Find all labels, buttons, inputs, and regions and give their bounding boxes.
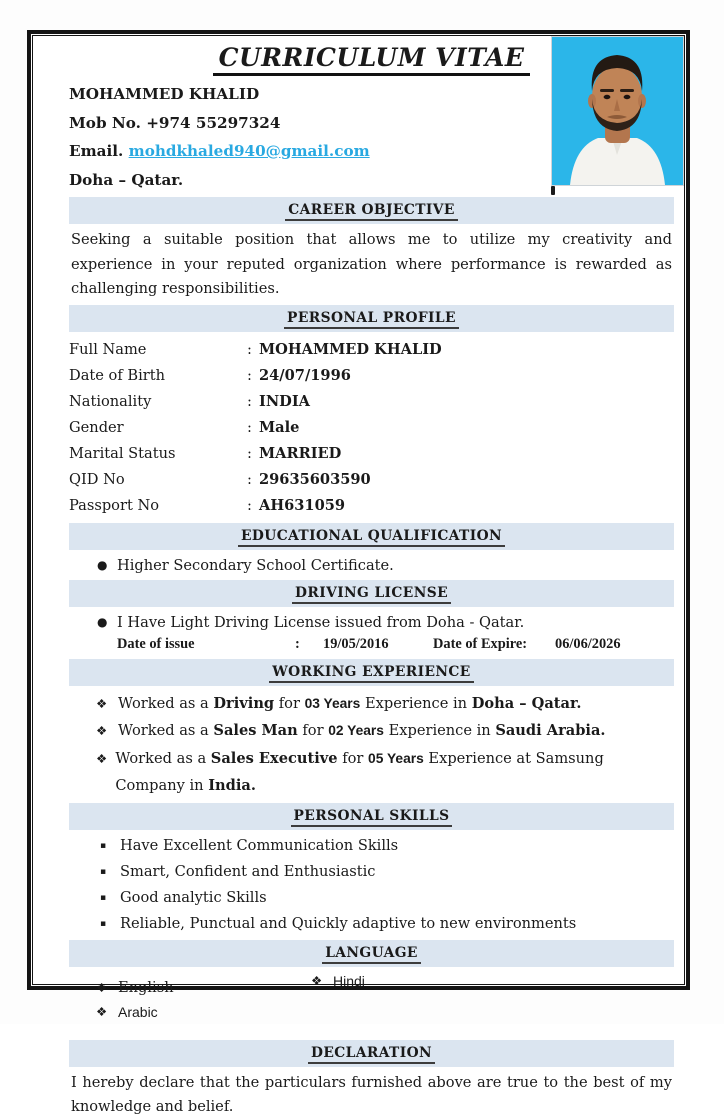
experience-list [69, 690, 674, 800]
experience-item [69, 717, 674, 745]
skills-list [69, 833, 674, 937]
skill-item: ▪ Reliable, Punctual and Quickly adaptive to new environments [69, 911, 674, 937]
profile-row-gender: Gender : Male [69, 418, 300, 436]
personal-skills-heading: PERSONAL SKILLS [291, 808, 453, 827]
section-band-language [69, 940, 674, 967]
experience-item-text: Worked as a Sales Man for 02 Years Experience in Saudi Arabia. [118, 722, 606, 739]
experience-item-text: Worked as a Sales Executive for 05 Years Experience at Samsung Company in India. [115, 749, 604, 794]
date-of-expire-label: Date of Expire: [433, 635, 528, 652]
language-item-hindi: ❖ Hindi [311, 969, 365, 993]
declaration-text: I hereby declare that the particulars furnished above are true to the best of my knowledge and belief. [71, 1073, 672, 1115]
profile-row-full-name: Full Name : MOHAMMED KHALID [69, 340, 442, 358]
scan-artifact-mark [551, 186, 555, 195]
profile-photo [552, 37, 683, 185]
profile-row-qid-no: QID No : 29635603590 [69, 470, 371, 488]
email-line [69, 137, 549, 166]
driving-license-heading: DRIVING LICENSE [292, 585, 451, 604]
full-name-heading: MOHAMMED KHALID [69, 85, 260, 103]
mobile-line [69, 109, 549, 138]
personal-profile-heading: PERSONAL PROFILE [284, 310, 459, 329]
person-portrait-icon [552, 37, 683, 185]
mobile-number: +974 55297324 [146, 113, 281, 132]
language-item-arabic: ❖ Arabic [96, 1000, 174, 1024]
section-band-personal-profile [69, 305, 674, 332]
education-item [69, 555, 674, 576]
date-of-issue-value: 19/05/2016 [323, 635, 389, 652]
location-line: Doha – Qatar. [69, 170, 184, 189]
diamond-bullet-icon: ❖ [311, 972, 323, 988]
profile-row-nationality: Nationality : INDIA [69, 392, 310, 410]
diamond-bullet-icon: ❖ [96, 750, 108, 766]
round-bullet-icon: ● [97, 557, 108, 572]
section-band-education [69, 523, 674, 550]
language-column-1 [96, 976, 174, 1024]
page-border-frame [27, 30, 690, 1115]
declaration-heading: DECLARATION [308, 1045, 435, 1064]
square-bullet-icon: ▪ [100, 840, 107, 851]
skill-item: ▪ Smart, Confident and Enthusiastic [69, 859, 674, 885]
profile-row-marital-status: Marital Status : MARRIED [69, 444, 342, 462]
skill-item: ▪ Good analytic Skills [69, 885, 674, 911]
square-bullet-icon: ▪ [100, 892, 107, 903]
contact-block [69, 80, 549, 194]
section-band-personal-skills [69, 803, 674, 830]
education-heading: EDUCATIONAL QUALIFICATION [238, 528, 505, 547]
diamond-bullet-icon: ❖ [96, 1003, 108, 1019]
education-item-text: Higher Secondary School Certificate. [117, 556, 394, 574]
diamond-bullet-icon: ❖ [96, 979, 108, 995]
language-list [69, 969, 674, 1031]
email-label: Email. [69, 142, 124, 160]
driving-license-dates-row: Date of issue : 19/05/2016 Date of Expire: 06/06/2026 [69, 634, 674, 655]
language-heading: LANGUAGE [322, 945, 421, 964]
skill-item: ▪ Have Excellent Communication Skills [69, 833, 674, 859]
driving-license-item-text: I Have Light Driving License issued from Doha - Qatar. [117, 613, 525, 631]
profile-row-passport-no: Passport No : AH631059 [69, 496, 346, 514]
language-item-english: ❖ English [96, 976, 174, 1000]
page-title: CURRICULUM VITAE [213, 43, 531, 76]
career-objective-text: Seeking a suitable position that allows me to utilize my creativity and experience in your reputed organization where performance is rewarded as challenging responsibilities. [71, 231, 672, 297]
email-link[interactable]: mohdkhaled940@gmail.com [128, 142, 370, 160]
driving-license-item [69, 612, 674, 633]
diamond-bullet-icon: ❖ [96, 723, 108, 738]
date-of-expire-value: 06/06/2026 [555, 635, 621, 652]
language-column-2 [311, 969, 365, 993]
working-experience-heading: WORKING EXPERIENCE [269, 664, 473, 683]
square-bullet-icon: ▪ [100, 866, 107, 877]
section-band-working-experience [69, 659, 674, 686]
profile-row-date-of-birth: Date of Birth : 24/07/1996 [69, 366, 351, 384]
experience-item [69, 690, 674, 718]
mobile-label: Mob No. [69, 113, 141, 132]
diamond-bullet-icon: ❖ [96, 695, 108, 711]
experience-item-text: Worked as a Driving for 03 Years Experience in Doha – Qatar. [118, 694, 582, 712]
experience-item [69, 745, 674, 800]
date-of-issue-label: Date of issue [117, 635, 195, 652]
round-bullet-icon: ● [97, 614, 108, 629]
personal-profile-table [69, 337, 674, 519]
section-band-declaration [69, 1040, 674, 1067]
square-bullet-icon: ▪ [100, 918, 107, 929]
section-band-driving-license [69, 580, 674, 607]
section-band-career-objective [69, 197, 674, 224]
career-objective-heading: CAREER OBJECTIVE [285, 202, 458, 221]
